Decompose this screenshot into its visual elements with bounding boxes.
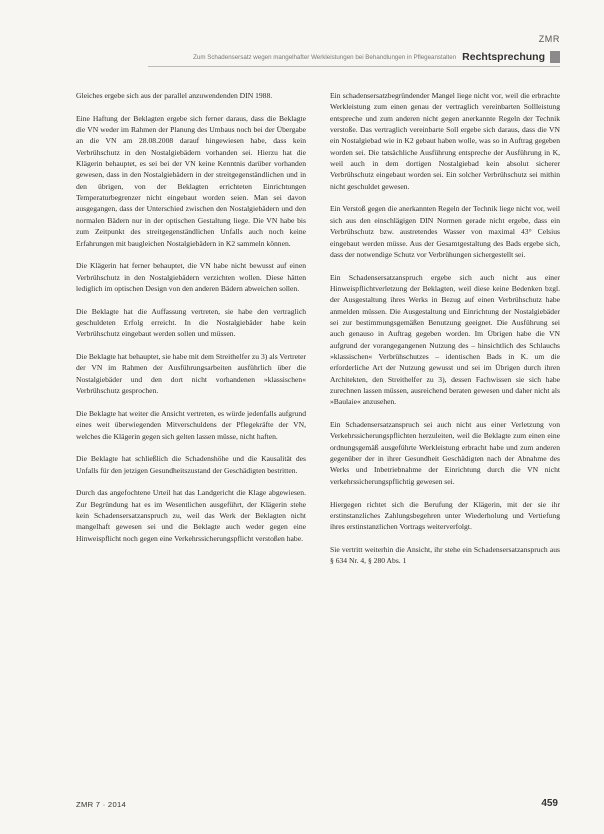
right-column (330, 90, 560, 567)
paragraph: Ein Schadensersatzanspruch sei auch nicht aus einer Verletzung von Verkehrssicherungspflichten herzuleiten, weil die Beklagte zum einen eine ordnungsgemäß ausgeführte Werkleistung erbracht habe und zum anderen gegenüber der in ihrer Gesundheit Geschädigten nach der Abnahme des Werks und Inbetriebnahme der Einrichtung durch die VN nicht verkehrssicherungspflichtig gewesen sei. (330, 420, 560, 486)
paragraph: Die Beklagte hat weiter die Ansicht vertreten, es würde jedenfalls aufgrund eines weit überwiegenden Mitverschuldens der Pflegekräfte der VN, welches die Klägerin gegen sich gelten lassen müsse, nicht haften. (76, 408, 306, 441)
issue-label: ZMR 7 · 2014 (76, 800, 127, 809)
running-head (150, 50, 560, 64)
left-column (76, 90, 306, 544)
paragraph: Die Beklagte hat behauptet, sie habe mit dem Streithelfer zu 3) als Vertreter der VN im Rahmen der Ausführungsarbeiten ausführlich über die Nostalgiebäder und den dort nicht vorhandenen »klassischen« Verbrühschutz gesprochen. (76, 352, 306, 396)
paragraph: Ein schadensersatzbegründender Mangel liege nicht vor, weil die erbrachte Werkleistung zum einen genau der vertraglich vereinbarten Sollleistung entspreche und zum anderen nicht gegen anerkannte Regeln der Technik verstoße. Das vertraglich vereinbarte Soll ergebe sich daraus, dass die VN ein Nostalgiebad wie in K2 gebaut haben wolle, was so in Auftrag gegeben worden sei. Die tatsächliche Ausführung entspreche der Ausführung in K, weil auch in dem dortigen Nostalgiebad kein absolut sicherer Verbrühschutz eingebaut worden sei. Ein solcher Verbrühschutz sei mithin nicht geschuldet gewesen. (330, 91, 560, 191)
section-marker (550, 51, 560, 63)
running-title: Zum Schadensersatz wegen mangelhafter Werkleistungen bei Behandlungen in Pflegeanstalten (193, 53, 457, 61)
section-label: Rechtsprechung (462, 51, 545, 63)
paragraph: Eine Haftung der Beklagten ergebe sich ferner daraus, dass die Beklagte die VN weder im Rahmen der Planung des Umbaus noch bei der Übergabe an die VN am 28.08.2008 darauf hingewiesen habe, dass kein Verbrühschutz in den Nostalgiebädern vorhanden sei. Hierzu hat die Klägerin behauptet, es sei bei der VN keine Kenntnis darüber vorhanden gewesen, dass in den Nostalgiebädern in der streitgegenständlichen und in den übrigen, von der Beklagten errichteten Einrichtungen Temperaturbegrenzer nicht eingebaut worden seien. Man sei davon ausgegangen, dass der Unterschied zwischen den Nostalgiebädern und den normalen Bädern nur in der optischen Gestaltung liege. Die VN habe bis zum Zeitpunkt des streitgegenständlichen Unfalls auch noch keine Erfahrungen mit baugleichen Nostalgiebädern in K2 sammeln können. (76, 113, 306, 248)
paragraph: Die Klägerin hat ferner behauptet, die VN habe nicht bewusst auf einen Verbrühschutz in den Nostalgiebädern verzichten wollen. Diese hätten lediglich im optischen Design von den anderen Bädern abweichen sollen. (76, 261, 306, 293)
header-rule (148, 66, 560, 67)
paragraph: Die Beklagte hat die Auffassung vertreten, sie habe den vertraglich geschuldeten Erfolg erreicht. In die Nostalgiebäder habe kein Verbrühschutz eingebaut werden sollen und müssen. (76, 306, 306, 339)
paragraph: Die Beklagte hat schließlich die Schadenshöhe und die Kausalität des Unfalls für den jetzigen Gesundheitszustand der Geschädigten bestritten. (76, 454, 306, 475)
paragraph: Ein Verstoß gegen die anerkannten Regeln der Technik liege nicht vor, weil sich aus den einschlägigen DIN Normen gerade nicht ergebe, dass ein Verbrühschutz bzw. austretendes Wasser von maximal 43° Celsius eingebaut werden müsse. Aus der Gesamtgestaltung des Bads ergebe sich, dass der notwendige Schutz vor Verbrühungen sichergestellt sei. (330, 204, 560, 259)
page-number: 459 (541, 798, 558, 809)
paragraph: Sie vertritt weiterhin die Ansicht, ihr stehe ein Schadensersatzanspruch aus § 634 Nr. 4, § 280 Abs. 1 (330, 544, 560, 566)
paragraph: Gleiches ergebe sich aus der parallel anzuwendenden DIN 1988. (76, 91, 273, 100)
journal-code: ZMR (538, 34, 560, 44)
paragraph: Durch das angefochtene Urteil hat das Landgericht die Klage abgewiesen. Zur Begründung hat es im Wesentlichen ausgeführt, der Klägerin stehe kein Schadensersatzanspruch zu, weil das Werk der Beklagten nicht mangelhaft gewesen sei und die Beklagte auch weder gegen eine Hinweispflicht noch gegen eine Verkehrssicherungspflicht verstoßen habe. (76, 488, 306, 543)
paragraph: Hiergegen richtet sich die Berufung der Klägerin, mit der sie ihr erstinstanzliches Zahlungsbegehren unter Wiederholung und Vertiefung ihres erstinstanzlichen Vortrags weiterverfolgt. (330, 499, 560, 532)
paragraph: Ein Schadensersatzanspruch ergebe sich auch nicht aus einer Hinweispflichtverletzung der Beklagten, weil diese keine Bedenken bzgl. der Ausgestaltung ihres Werks in Bezug auf einen Verbrühschutz habe anmelden müssen. Die Ausgestaltung und Einrichtung der Nostalgiebäder sei zur bestimmungsgemäßen Benutzung geeignet. Die Ausführung sei auch genauso in Auftrag gegeben worden. Im Übrigen habe die VN aufgrund der vorangegangenen Nutzung des – hinsichtlich des Schlauchs »klassischen« Verbrühschutzes – identischen Bads in K. um die erforderliche Art der Nutzung gewusst und sei im Übrigen durch ihren Architekten, den Streithelfer zu 3), dessen Fachwissen sie sich habe zurechnen lassen müssen, ausreichend beraten gewesen und daher nicht als »Baulaie« anzusehen. (330, 272, 560, 407)
